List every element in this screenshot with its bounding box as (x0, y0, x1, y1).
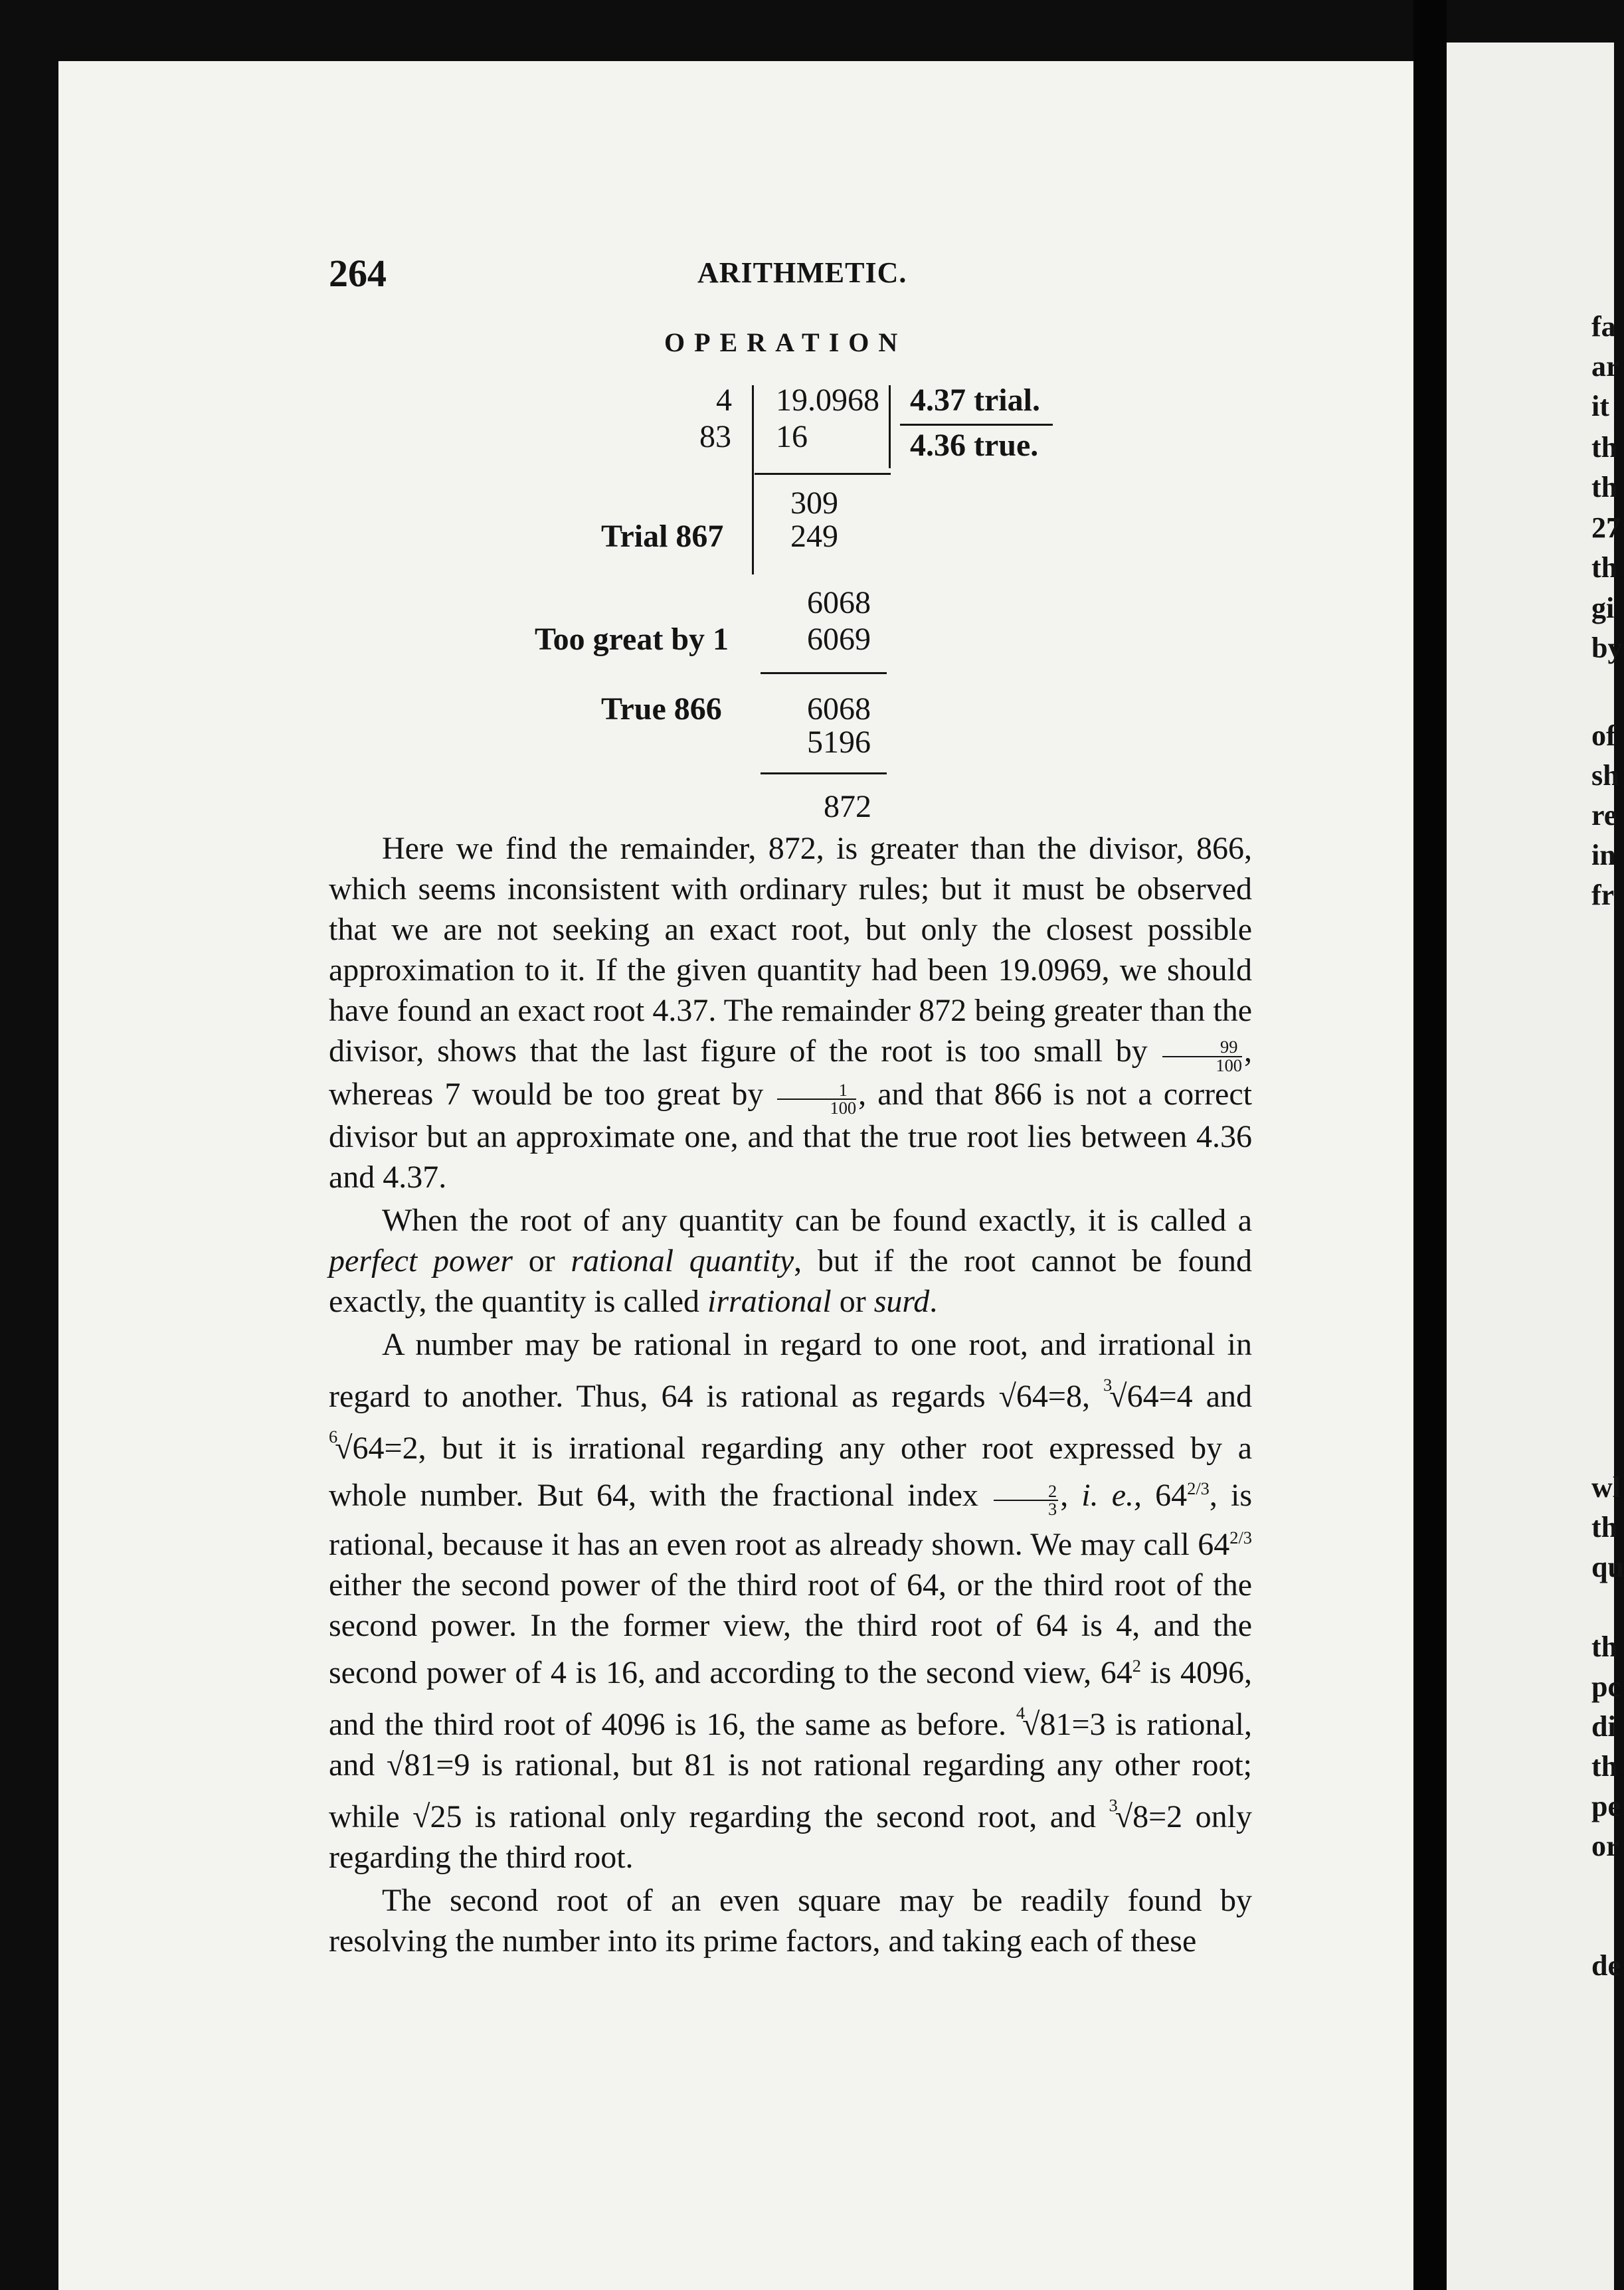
facing-line: it (1591, 390, 1609, 422)
true-divisor: True 866 (601, 691, 722, 727)
subtract-16: 16 (776, 419, 808, 454)
subtract-5196: 5196 (807, 725, 871, 760)
facing-line: 27 (1591, 511, 1621, 544)
facing-line: th (1591, 1511, 1618, 1543)
trial-divisor: Trial 867 (601, 519, 724, 554)
paragraph-prime-factors: The second root of an even square may be readily found by resolving the number into its prime factors, and taking each of these (329, 1882, 1252, 1959)
remainder-6068: 6068 (807, 585, 871, 620)
facing-line: re (1591, 799, 1617, 832)
root-trial: 4.37 trial. (910, 383, 1040, 418)
fraction-99-100: $\frac{99}{100}$ (1162, 1039, 1242, 1073)
facing-line: th (1591, 1750, 1618, 1783)
rule-2 (761, 672, 887, 674)
rule-1 (755, 473, 891, 475)
facing-line: qu (1591, 1551, 1624, 1583)
facing-line: or (1591, 1830, 1619, 1862)
divisor-4: 4 (716, 383, 732, 418)
remainder-309: 309 (790, 485, 838, 521)
paragraph-remainder: Here we find the remainder, 872, is greater than the divisor, 866, which seems inconsistent with ordinary rules; but it must be observed that we are not seeking an exact root, but only the closest possible approximation to it. If the given quantity had been 19.0969, we should have found an exact root 4.37. The remainder 872 being greater than the divisor, shows that the last figure of the root is too small by $\frac{99}{100}$ , whereas 7 would be too great by $\frac{1}{100}$ , and that 866 is not a correct divisor but an approximate one, and that the true root lies between 4.36 and 4.37. (329, 831, 1252, 1195)
facing-line: sh (1591, 759, 1619, 792)
facing-line: di (1591, 1710, 1616, 1743)
root-true: 4.36 true. (910, 428, 1039, 463)
facing-line: de (1591, 1949, 1621, 1982)
fraction-2-3: $\frac{2}{3}$ (994, 1483, 1058, 1518)
body-text (329, 828, 1252, 1964)
divisor-83: 83 (699, 419, 731, 454)
bracket-right (889, 385, 891, 468)
subtract-249: 249 (790, 519, 838, 554)
rule-3 (761, 772, 887, 774)
remainder-6068-b: 6068 (807, 691, 871, 727)
running-title: ARITHMETIC. (697, 256, 907, 289)
facing-line: of (1591, 719, 1616, 752)
fraction-1-100: $\frac{1}{100}$ (777, 1082, 857, 1116)
dividend: 19.0968 (776, 383, 879, 418)
page-number: 264 (329, 252, 387, 295)
facing-line: th (1591, 551, 1618, 584)
facing-line: in (1591, 839, 1616, 871)
facing-line: th (1591, 471, 1618, 503)
paragraph-perfect-power: When the root of any quantity can be found exactly, it is called a perfect power or rational quantity, but if the root cannot be found exactly, the quantity is called irrational or surd. (329, 1203, 1252, 1320)
facing-line: gi (1591, 592, 1615, 624)
facing-line: by (1591, 632, 1623, 664)
book-gutter (1413, 0, 1447, 2290)
facing-line: ar (1591, 350, 1619, 383)
operation-label: OPERATION (664, 327, 907, 357)
facing-line: th (1591, 431, 1618, 464)
facing-page (1447, 43, 1624, 2290)
facing-line: fr (1591, 879, 1615, 911)
too-great-note: Too great by 1 (535, 622, 729, 657)
final-remainder: 872 (824, 789, 871, 824)
facing-line: fa (1591, 310, 1616, 343)
facing-line: th (1591, 1630, 1618, 1663)
result-rule (900, 424, 1053, 426)
subtract-6069: 6069 (807, 622, 871, 657)
paragraph-rational: A number may be rational in regard to one root, and irrational in regard to another. Thus, 64 is rational as regards √64=8, $^3$√64=4 and $^6$√64=2, but it is irrational regarding any other root expressed by a whole number. But 64, with the fractional index $\frac{2}{3}$ , i. e., $64^{2/3}$, is rational, because it has an even root as already shown. We may call $64^{2/3}$ either the second power of the third root of 64, or the third root of the second power. In the former view, the third root of 64 is 4, and the second power of 4 is 16, and according to the second view, $64^2$ is 4096, and the third root of 4096 is 16, the same as before. $^4$√81=3 is rational, and √81=9 is rational, but 81 is not rational regarding any other root; while √25 is rational only regarding the second root, and $^3$√8=2 only regarding the third root. (329, 1327, 1253, 1875)
facing-line: pe (1591, 1790, 1621, 1822)
bracket-left (752, 385, 754, 574)
facing-line: pc (1591, 1670, 1621, 1703)
facing-line: wl (1591, 1471, 1621, 1504)
